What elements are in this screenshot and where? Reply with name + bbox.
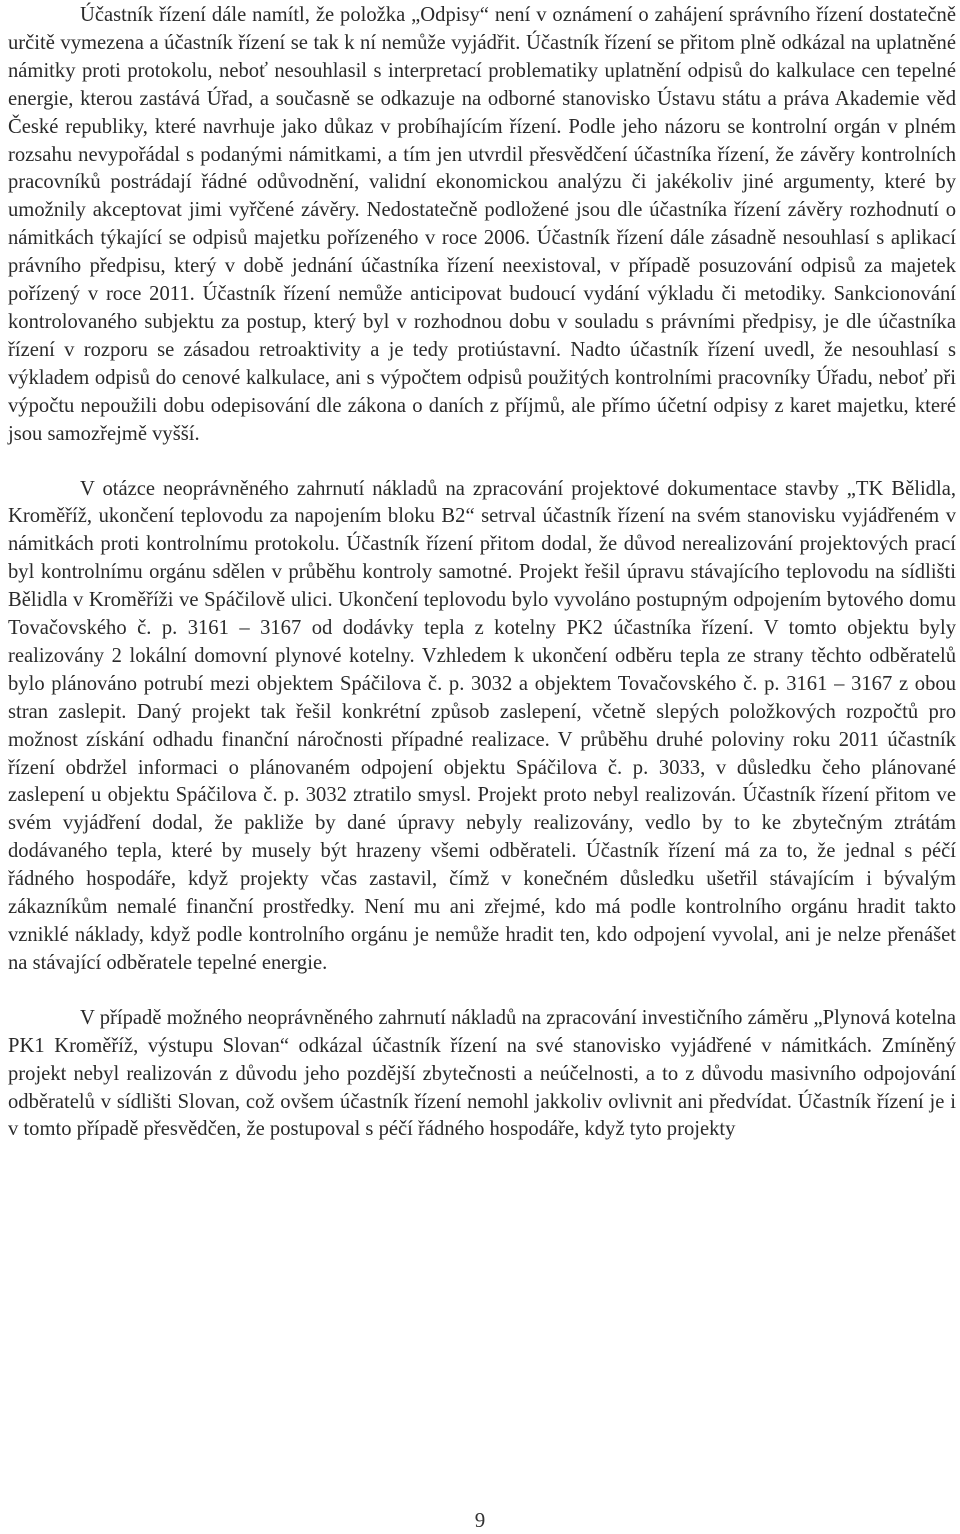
paragraph-pk1-kromeriz-project: V případě možného neoprávněného zahrnutí nákladů na zpracování investičního záměru „Plynová kotelna PK1 Kroměříž, výstupu Slovan“ odkázal účastník řízení na své stanovisko vyjádřené v námitkách. Zmíněný projekt nebyl realizován z důvodu jeho pozdější zbytečnosti a neúčelnosti, a to z důvodu masivního odpojování odběratelů v sídlišti Slovan, což ovšem účastník řízení nemohl jakkoliv ovlivnit ani předvídat. Účastník řízení je i v tomto případě přesvědčen, že postupoval s péčí řádného hospodáře, když tyto projekty xyxy=(8,1006,956,1141)
page-number: 9 xyxy=(474,1508,486,1532)
paragraph-odpisy-objections: Účastník řízení dále namítl, že položka „Odpisy“ není v oznámení o zahájení správního řízení dostatečně určitě vymezena a účastník řízení se tak k ní nemůže vyjádřit. Účastník řízení se přitom plně odkázal na uplatněné námitky proti protokolu, neboť nesouhlasil s interpretací problematiky uplatnění odpisů do kalkulace cen tepelné energie, kterou zastává Úřad, a současně se odkazuje na odborné stanovisko Ústavu státu a práva Akademie věd České republiky, které navrhuje jako důkaz v probíhajícím řízení. Podle jeho názoru se kontrolní orgán v plném rozsahu nevypořádal s podanými námitkami, a tím jen utvrdil přesvědčení účastníka řízení, že závěry kontrolních pracovníků postrádají řádné odůvodnění, validní ekonomickou analýzu či jakékoliv jiné argumenty, které by umožnily akceptovat jimi vyřčené závěry. Nedostatečně podložené jsou dle účastníka řízení závěry rozhodnutí o námitkách týkající se odpisů majetku pořízeného v roce 2006. Účastník řízení dále zásadně nesouhlasí s aplikací právního předpisu, který v době jednání účastníka řízení neexistoval, v případě posuzování odpisů za majetek pořízený v roce 2011. Účastník řízení nemůže anticipovat budoucí vydání výkladu či metodiky. Sankcionování kontrolovaného subjektu za postup, který byl v rozhodnou dobu v souladu s právními předpisy, je dle účastníka řízení v rozporu se zásadou retroaktivity a je tedy protiústavní. Nadto účastník řízení uvedl, že nesouhlasí s výkladem odpisů do cenové kalkulace, ani s výpočtem odpisů použitých kontrolními pracovníky Úřadu, neboť při výpočtu nepoužili dobu odepisování dle zákona o daních z příjmů, ale přímo účetní odpisy z karet majetku, které jsou samozřejmě vyšší. xyxy=(8,4,956,445)
paragraph-tk-belidla-project: V otázce neoprávněného zahrnutí nákladů na zpracování projektové dokumentace stavby „TK Bělidla, Kroměříž, ukončení teplovodu za napojením bloku B2“ setrval účastník řízení na svém stanovisku vyjádřeném v námitkách proti kontrolnímu protokolu. Účastník řízení přitom dodal, že důvod nerealizování projektových prací byl kontrolnímu orgánu sdělen v průběhu kontroly samotné. Projekt řešil úpravu stávajícího teplovodu na sídlišti Bělidla v Kroměříži ve Spáčilově ulici. Ukončení teplovodu bylo vyvoláno postupným odpojením bytového domu Tovačovského č. p. 3161 – 3167 od dodávky tepla z kotelny PK2 účastníka řízení. V tomto objektu byly realizovány 2 lokální domovní plynové kotelny. Vzhledem k ukončení odběru tepla ze strany těchto odběratelů bylo plánováno potrubí mezi objektem Spáčilova č. p. 3032 a objektem Tovačovského č. p. 3161 – 3167 z obou stran zaslepit. Daný projekt tak řešil konkrétní způsob zaslepení, včetně slepých položkových rozpočtů pro možnost získání odhadu finanční náročnosti případné realizace. V průběhu druhé poloviny roku 2011 účastník řízení obdržel informaci o plánovaném odpojení objektu Spáčilova č. p. 3033, v důsledku čeho plánované zaslepení u objektu Spáčilova č. p. 3032 ztratilo smysl. Projekt proto nebyl realizován. Účastník řízení přitom ve svém vyjádření dodal, že pakliže by dané úpravy nebyly realizovány, vedlo by to ke zbytečným ztrátám dodávaného tepla, které by musely být hrazeny všemi odběrateli. Účastník řízení má za to, že jednal s péčí řádného hospodáře, když projekty včas zastavil, čímž v konečném důsledku ušetřil stávajícím i bývalým zákazníkům nemalé finanční prostředky. Není mu ani zřejmé, kdo má podle kontrolního orgánu hradit takto vzniklé náklady, když podle kontrolního orgánu je nemůže hradit ten, kdo odpojení vyvolal, ani je nelze přenášet na stávající odběratele tepelné energie. xyxy=(8,477,956,974)
document-page xyxy=(8,2,956,1534)
